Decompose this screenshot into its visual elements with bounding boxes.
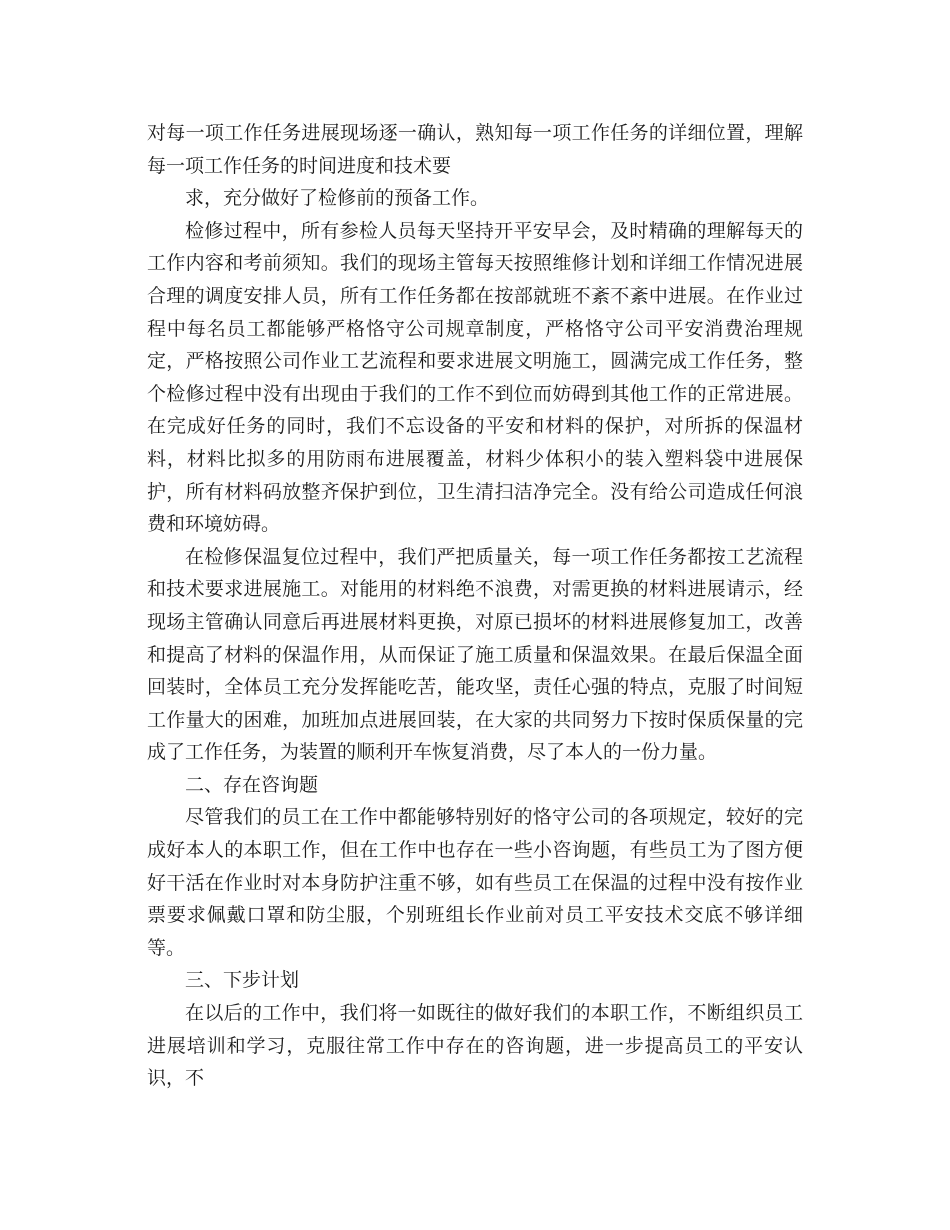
paragraph-next-plan: 在以后的工作中，我们将一如既往的做好我们的本职工作，不断组织员工进展培训和学习，克服往常工作中存在的咨询题，进一步提高员工的平安认识，不 xyxy=(147,1002,803,1090)
paragraph-continuation: 对每一项工作任务进展现场逐一确认，熟知每一项工作任务的详细位置，理解每一项工作任务的时间进度和技术要 xyxy=(147,122,803,177)
paragraph-preparation: 求，充分做好了检修前的预备工作。 xyxy=(185,187,490,210)
section-heading-problems: 二、存在咨询题 xyxy=(185,773,319,796)
paragraph-maintenance-process: 检修过程中，所有参检人员每天坚持开平安早会，及时精确的理解每天的工作内容和考前须知。我们的现场主管每天按照维修计划和详细工作情况进展合理的调度安排人员，所有工作任务都在按部就班不紊不紊中进展。在作业过程中每名员工都能够严格恪守公司规章制度，严格恪守公司平安消费治理规定，严格按照公司作业工艺流程和要求进展文明施工，圆满完成工作任务，整个检修过程中没有出现由于我们的工作不到位而妨碍到其他工作的正常进展。在完成好任务的同时，我们不忘设备的平安和材料的保护，对所拆的保温材料，材料比拟多的用防雨布进展覆盖，材料少体积小的装入塑料袋中进展保护，所有材料码放整齐保护到位，卫生清扫洁净完全。没有给公司造成任何浪费和环境妨碍。 xyxy=(147,219,803,536)
document-body xyxy=(147,117,803,1095)
paragraph-problems: 尽管我们的员工在工作中都能够特别好的恪守公司的各项规定，较好的完成好本人的本职工作，但在工作中也存在一些小咨询题，有些员工为了图方便好干活在作业时对本身防护注重不够，如有些员工在保温的过程中没有按作业票要求佩戴口罩和防尘服，个别班组长作业前对员工平安技术交底不够详细等。 xyxy=(147,806,803,959)
paragraph-insulation-reset: 在检修保温复位过程中，我们严把质量关，每一项工作任务都按工艺流程和技术要求进展施工。对能用的材料绝不浪费，对需更换的材料进展请示，经现场主管确认同意后再进展材料更换，对原已损坏的材料进展修复加工，改善和提高了材料的保温作用，从而保证了施工质量和保温效果。在最后保温全面回装时，全体员工充分发挥能吃苦，能攻坚，责任心强的特点，克服了时间短工作量大的困难，加班加点进展回装，在大家的共同努力下按时保质保量的完成了工作任务，为装置的顺利开车恢复消费，尽了本人的一份力量。 xyxy=(147,545,803,764)
section-heading-next-plan: 三、下步计划 xyxy=(185,969,300,992)
